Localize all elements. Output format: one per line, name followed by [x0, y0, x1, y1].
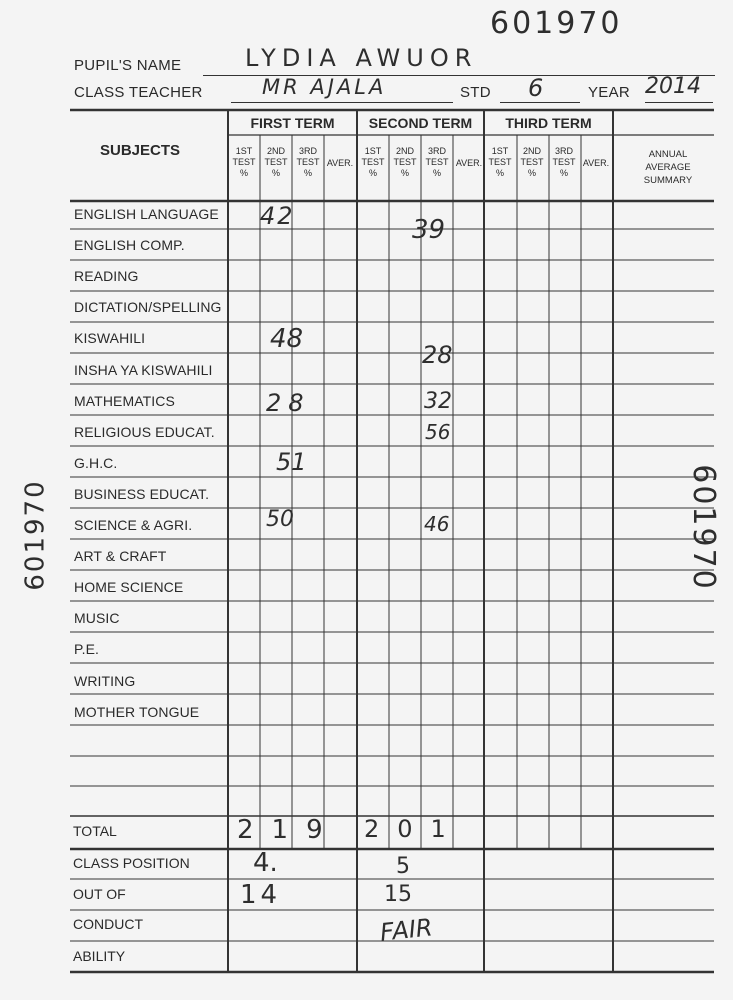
science-second-term-3rd-test: 46: [424, 512, 450, 536]
subject-row-label: MOTHER TONGUE: [74, 704, 200, 720]
annual-header-line: AVERAGE: [645, 162, 691, 173]
test-column-header: AVER.: [326, 158, 354, 168]
subject-row-label: MUSIC: [74, 610, 120, 626]
std-value: 6: [528, 74, 544, 102]
test-column-header: 1ST TEST %: [232, 146, 256, 178]
subject-row-label: G.H.C.: [74, 455, 118, 471]
subject-row-label: WRITING: [74, 673, 136, 689]
total-first-term: 219: [237, 815, 341, 845]
std-label: STD: [460, 84, 491, 101]
subject-row-label: DICTATION/SPELLING: [74, 299, 222, 315]
subject-row-label: P.E.: [74, 641, 100, 657]
document-number-right: 601970: [685, 464, 721, 591]
test-column-header: 2ND TEST %: [520, 146, 544, 178]
english-first-term-2nd-test: 42: [260, 202, 295, 230]
subject-row-label: RELIGIOUS EDUCAT.: [74, 424, 215, 440]
total-label: TOTAL: [73, 823, 117, 839]
class-position-label: CLASS POSITION: [73, 855, 190, 871]
science-first-term-2nd-test: 50: [266, 507, 294, 532]
class-position-first-term: 4.: [253, 848, 278, 878]
mathematics-second-term-3rd-test: 32: [424, 389, 452, 414]
conduct-second-term: FAIR: [378, 913, 434, 947]
religious-second-term-3rd-test: 56: [425, 420, 451, 444]
subject-row-label: ENGLISH COMP.: [74, 237, 185, 253]
test-column-header: AVER.: [455, 158, 483, 168]
out-of-label: OUT OF: [73, 886, 126, 902]
out-of-second-term: 15: [384, 882, 412, 907]
test-column-header: 3RD TEST %: [296, 146, 320, 178]
third-term-header: THIRD TERM: [505, 115, 592, 131]
out-of-first-term: 14: [240, 880, 282, 910]
insha-second-term-3rd-test: 28: [422, 341, 453, 369]
class-teacher-value: MR AJALA: [262, 75, 387, 99]
annual-header-line: SUMMARY: [643, 175, 693, 186]
kiswahili-first-term-2nd-test: 48: [270, 324, 304, 354]
test-column-header: 1ST TEST %: [361, 146, 385, 178]
second-term-header: SECOND TERM: [368, 115, 473, 131]
subject-row-label: MATHEMATICS: [74, 393, 175, 409]
year-label: YEAR: [588, 84, 631, 101]
subject-row-label: BUSINESS EDUCAT.: [74, 486, 210, 502]
subject-row-label: READING: [74, 268, 139, 284]
pupil-name-value: LYDIA AWUOR: [245, 44, 478, 72]
ability-label: ABILITY: [73, 948, 126, 964]
annual-average-summary-header: [625, 148, 711, 187]
english-second-term-3rd-test: 39: [412, 215, 446, 245]
subjects-header: SUBJECTS: [100, 142, 181, 159]
test-column-header: AVER.: [582, 158, 610, 168]
mathematics-first-term-2nd-test: 28: [266, 389, 311, 417]
document-number-left: 601970: [20, 479, 51, 591]
subject-row-label: INSHA YA KISWAHILI: [74, 362, 213, 378]
ghc-first-term-2nd-test: 51: [276, 448, 307, 476]
test-column-header: 3RD TEST %: [425, 146, 449, 178]
subject-row-label: KISWAHILI: [74, 330, 146, 346]
test-column-header: 2ND TEST %: [393, 146, 417, 178]
subject-row-label: HOME SCIENCE: [74, 579, 184, 595]
class-position-second-term: 5: [396, 854, 410, 879]
class-teacher-label: CLASS TEACHER: [74, 84, 203, 101]
year-value: 2014: [645, 74, 701, 99]
document-number-top: 601970: [490, 6, 623, 41]
test-column-header: 1ST TEST %: [488, 146, 512, 178]
conduct-label: CONDUCT: [73, 916, 143, 932]
test-column-header: 3RD TEST %: [552, 146, 576, 178]
total-second-term: 201: [364, 815, 464, 843]
first-term-header: FIRST TERM: [250, 115, 335, 131]
subject-row-label: ART & CRAFT: [74, 548, 167, 564]
test-column-header: 2ND TEST %: [264, 146, 288, 178]
subject-row-label: SCIENCE & AGRI.: [74, 517, 193, 533]
subject-row-label: ENGLISH LANGUAGE: [74, 206, 219, 222]
pupil-name-label: PUPIL'S NAME: [74, 57, 182, 74]
annual-header-line: ANNUAL: [648, 149, 688, 160]
